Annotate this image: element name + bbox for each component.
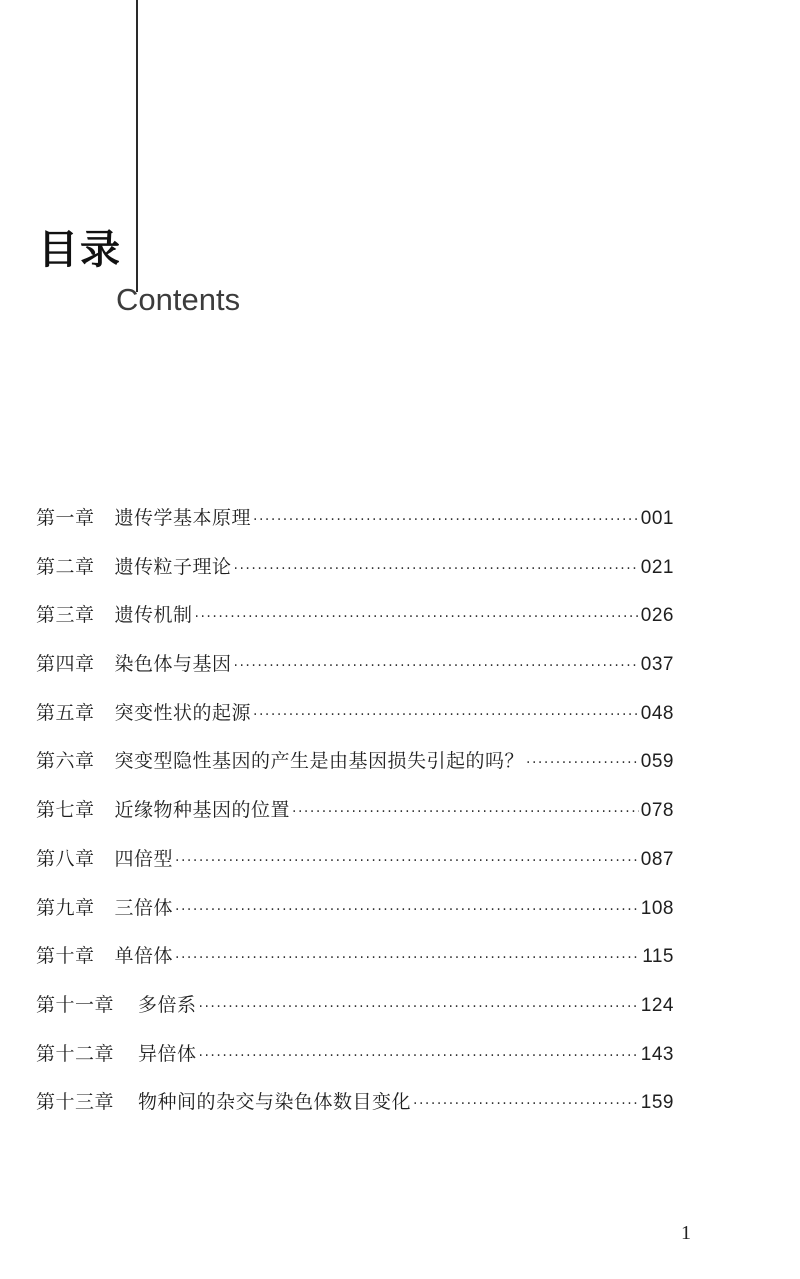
chapter-title: 遗传粒子理论 (114, 555, 232, 578)
chapter-page-number: 026 (640, 605, 674, 627)
chapter-number: 第三章 (36, 604, 95, 627)
chapter-page-number: 059 (640, 751, 674, 773)
dot-leader (253, 707, 639, 723)
chapter-title: 多倍系 (138, 993, 197, 1016)
dot-leader (234, 658, 639, 674)
chapter-title: 近缘物种基因的位置 (114, 799, 291, 822)
dot-leader (195, 609, 639, 625)
chapter-page-number: 001 (640, 508, 674, 529)
toc-entry-7[interactable] (36, 795, 674, 844)
toc-entry-6[interactable] (36, 746, 674, 795)
chapter-title: 单倍体 (114, 945, 174, 968)
toc-entry-1[interactable] (36, 503, 674, 552)
chapter-page-number: 143 (640, 1043, 674, 1065)
toc-entry-10[interactable] (36, 941, 674, 990)
dot-leader (199, 999, 639, 1015)
dot-leader (413, 1096, 639, 1112)
chapter-number: 第十三章 (36, 1091, 115, 1114)
chapter-page-number: 159 (640, 1092, 674, 1114)
page-subtitle: Contents (116, 282, 241, 317)
chapter-title: 物种间的杂交与染色体数目变化 (138, 1091, 412, 1114)
toc-entry-12[interactable] (36, 1039, 674, 1088)
chapter-number: 第四章 (36, 653, 95, 676)
chapter-number: 第一章 (36, 507, 95, 529)
chapter-number: 第七章 (36, 799, 95, 822)
chapter-title: 染色体与基因 (114, 653, 232, 676)
toc-entry-3[interactable] (36, 600, 674, 649)
page-title: 目录 (38, 227, 122, 273)
table-of-contents (36, 503, 674, 1136)
chapter-number: 第八章 (36, 847, 95, 870)
chapter-number: 第六章 (36, 750, 95, 773)
chapter-page-number: 108 (640, 897, 674, 919)
chapter-number: 第十一章 (36, 993, 115, 1016)
chapter-title: 遗传机制 (114, 604, 193, 627)
toc-entry-2[interactable] (36, 552, 674, 601)
decorative-vertical-rule (136, 0, 138, 292)
toc-entry-11[interactable] (36, 990, 674, 1039)
chapter-page-number: 078 (640, 800, 674, 822)
chapter-number: 第十二章 (36, 1042, 115, 1065)
toc-entry-8[interactable] (36, 844, 674, 893)
dot-leader (175, 950, 640, 966)
dot-leader (526, 755, 639, 771)
toc-entry-9[interactable] (36, 893, 674, 942)
chapter-title: 三倍体 (114, 896, 174, 919)
dot-leader (175, 902, 639, 918)
chapter-number: 第九章 (36, 896, 95, 919)
chapter-page-number: 048 (640, 702, 674, 724)
chapter-title: 突变性状的起源 (114, 701, 252, 724)
folio-page-number: 1 (681, 1222, 691, 1244)
dot-leader (234, 561, 639, 577)
toc-entry-13[interactable] (36, 1087, 674, 1136)
dot-leader (253, 512, 639, 528)
chapter-page-number: 021 (640, 556, 674, 578)
chapter-page-number: 037 (640, 654, 674, 676)
chapter-number: 第五章 (36, 701, 95, 724)
chapter-page-number: 115 (642, 946, 674, 968)
chapter-title: 突变型隐性基因的产生是由基因损失引起的吗？ (114, 750, 525, 773)
dot-leader (199, 1048, 639, 1064)
toc-entry-4[interactable] (36, 649, 674, 698)
chapter-number: 第二章 (36, 555, 95, 578)
chapter-title: 四倍型 (114, 847, 174, 870)
dot-leader (175, 853, 639, 869)
dot-leader (292, 804, 639, 820)
toc-entry-5[interactable] (36, 698, 674, 747)
chapter-page-number: 124 (640, 994, 674, 1016)
chapter-title: 遗传学基本原理 (114, 507, 252, 529)
chapter-number: 第十章 (36, 945, 95, 968)
chapter-title: 异倍体 (138, 1042, 197, 1065)
chapter-page-number: 087 (640, 848, 674, 870)
